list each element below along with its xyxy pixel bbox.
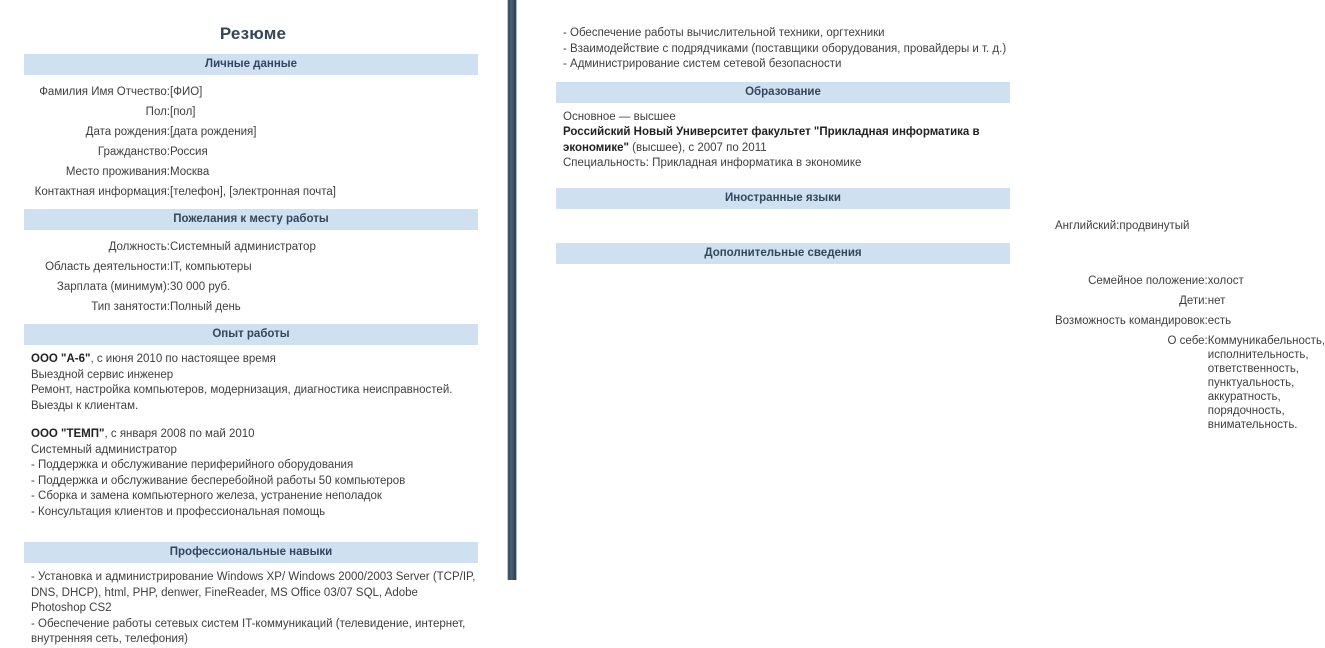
section-header-personal-data: Личные данные — [24, 54, 478, 75]
field-row — [0, 277, 316, 297]
field-row — [0, 182, 336, 202]
work-experience-body — [31, 352, 476, 520]
section-header-job-wishes: Пожелания к месту работы — [24, 209, 478, 230]
job-company: ООО "А-6" — [31, 353, 91, 365]
field-row — [0, 237, 316, 257]
education-level: Основное — высшее — [563, 110, 676, 123]
field-value: [телефон], [электронная почта] — [170, 186, 336, 198]
education-institution-line — [563, 125, 1008, 156]
section-header-foreign-languages: Иностранные языки — [556, 188, 1010, 209]
field-value: 30 000 руб. — [170, 281, 231, 293]
job-detail-line: - Поддержка и обслуживание периферийного оборудования — [31, 459, 354, 471]
job-position: Системный администратор — [31, 443, 177, 456]
job-position: Выездной сервис инженер — [31, 368, 174, 381]
education-speciality: Специальность: Прикладная информатика в экономике — [563, 157, 862, 169]
field-label: Область деятельности: — [45, 261, 170, 273]
field-value: холост — [1207, 274, 1244, 287]
job-detail-line: - Поддержка и обслуживание бесперебойной работы 50 компьютеров — [31, 474, 406, 487]
field-label: Дата рождения: — [85, 126, 170, 138]
field-value: IT, компьютеры — [170, 261, 252, 273]
field-value: Полный день — [170, 301, 241, 313]
field-row — [0, 297, 316, 317]
field-label: Должность: — [108, 241, 170, 253]
field-row — [1055, 331, 1325, 435]
field-row — [1055, 271, 1325, 291]
field-label: Тип занятости: — [91, 301, 170, 313]
field-row — [0, 102, 336, 122]
job-detail-line: - Консультация клиентов и профессиональная помощь — [31, 505, 326, 518]
job-company: ООО "ТЕМП" — [31, 428, 105, 440]
field-value: [ФИО] — [170, 86, 203, 98]
field-label: О себе: — [1167, 334, 1208, 347]
job-title-line — [31, 352, 476, 368]
skill-line: - Установка и администрирование Windows XP/ Windows 2000/2003 Server (TCP/IP, DNS, DHCP), html, PHP, denwer, FineReader, MS Office 03/07 SQL, Adobe Photoshop CS2 — [31, 571, 476, 614]
resume-page-left — [0, 0, 506, 645]
education-institution: Российский Новый Университет факультет "Прикладная информатика в экономике" — [563, 126, 980, 154]
education-years: (высшее), с 2007 по 2011 — [628, 141, 767, 154]
job-period: , с июня 2010 по настоящее время — [90, 353, 276, 365]
job-title-line — [31, 427, 476, 443]
job-detail-line: - Сборка и замена компьютерного железа, устранение неполадок — [31, 490, 382, 502]
field-value: [дата рождения] — [170, 126, 257, 138]
field-label: Фамилия Имя Отчество: — [39, 86, 170, 98]
field-value: есть — [1207, 314, 1232, 327]
skill-line: - Взаимодействие с подрядчиками (поставщики оборудования, провайдеры и т. д.) — [563, 42, 1007, 55]
job-period: , с января 2008 по май 2010 — [104, 428, 255, 440]
field-row — [1055, 216, 1189, 236]
field-label: Семейное положение: — [1088, 274, 1208, 287]
page-gutter-divider — [506, 0, 518, 580]
field-value: Москва — [170, 166, 210, 178]
professional-skills-continued-body — [563, 26, 1008, 73]
field-row — [0, 142, 336, 162]
section-header-additional-info: Дополнительные сведения — [556, 243, 1010, 264]
field-value: Системный администратор — [170, 241, 316, 253]
job-wishes-fields — [0, 237, 316, 317]
field-label: Гражданство: — [97, 146, 170, 158]
section-header-education: Образование — [556, 82, 1010, 103]
field-value: нет — [1207, 294, 1226, 307]
field-value: Коммуникабельность, исполнительность, ответственность, пунктуальность, аккуратность, порядочность, внимательность. — [1207, 334, 1325, 431]
foreign-languages-fieldwrap — [518, 216, 1190, 236]
field-label: Дети: — [1179, 294, 1208, 307]
resume-page-right — [518, 0, 1325, 580]
section-header-work-experience: Опыт работы — [24, 324, 478, 345]
field-value: Россия — [170, 146, 208, 158]
education-body — [563, 110, 1008, 172]
foreign-languages-fields — [1055, 216, 1189, 236]
field-row — [0, 257, 316, 277]
skill-line: - Обеспечение работы вычислительной техники, оргтехники — [563, 27, 885, 39]
paragraph-spacer — [31, 414, 476, 427]
field-value: [пол] — [170, 106, 196, 118]
field-row — [0, 162, 336, 182]
field-row — [0, 82, 336, 102]
field-row — [0, 122, 336, 142]
field-row — [1055, 291, 1325, 311]
skill-line: - Администрирование систем сетевой безопасности — [563, 58, 842, 70]
additional-info-fields — [1055, 271, 1325, 435]
personal-data-fields — [0, 82, 336, 202]
field-label: Английский: — [1055, 219, 1120, 232]
field-label: Контактная информация: — [34, 186, 170, 198]
skill-line: - Обеспечение работы сетевых систем IT-коммуникаций (телевидение, интернет, внутренняя сеть, телефония) — [31, 617, 466, 645]
additional-info-fieldwrap — [518, 271, 1325, 435]
field-label: Зарплата (минимум): — [56, 281, 170, 293]
job-detail-line: Ремонт, настройка компьютеров, модернизация, диагностика неисправностей. Выезды к клиентам. — [31, 384, 453, 412]
professional-skills-body — [31, 570, 476, 648]
field-label: Возможность командировок: — [1055, 314, 1208, 327]
field-label: Место проживания: — [65, 166, 170, 178]
page-title: Резюме — [219, 24, 287, 43]
field-row — [1055, 311, 1325, 331]
section-header-professional-skills: Профессиональные навыки — [24, 542, 478, 563]
field-label: Пол: — [145, 106, 170, 118]
field-value: продвинутый — [1119, 219, 1190, 232]
